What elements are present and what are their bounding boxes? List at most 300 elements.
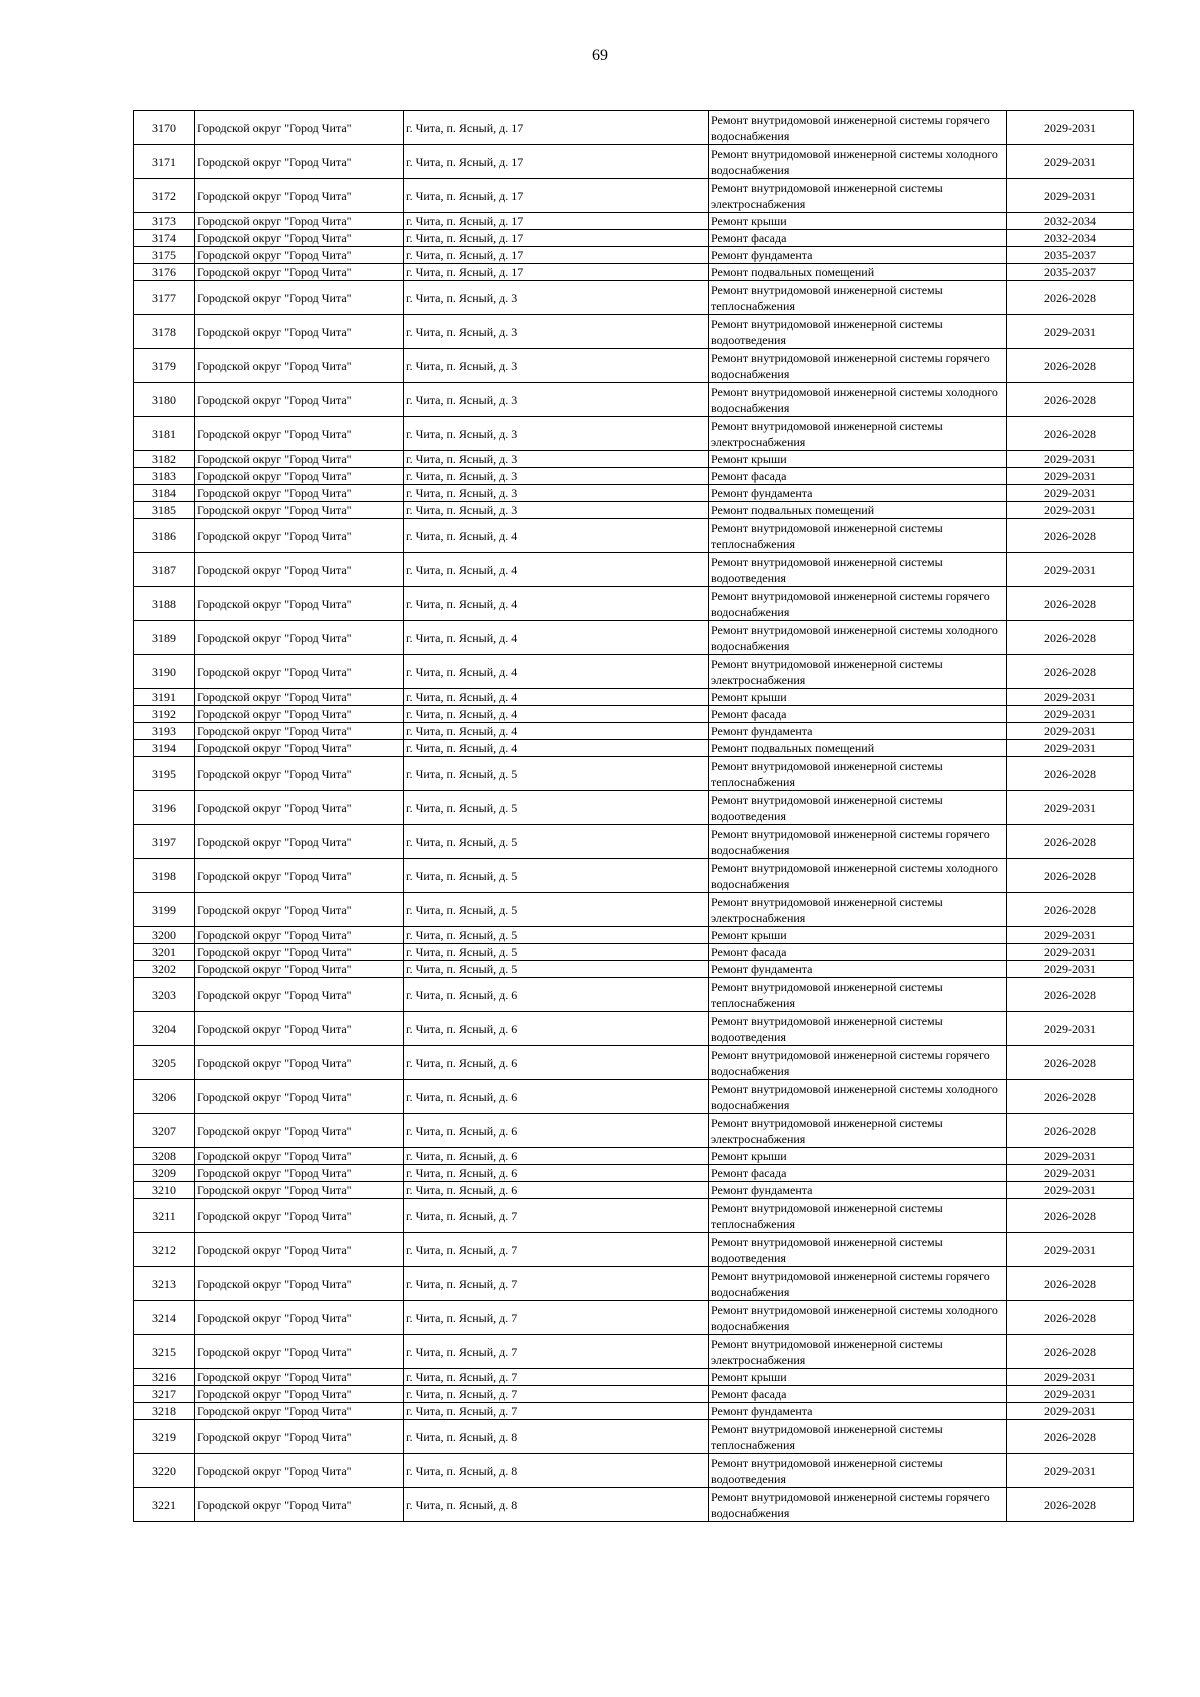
work-type-cell: Ремонт крыши [709, 451, 1007, 468]
address-cell: г. Чита, п. Ясный, д. 5 [404, 927, 709, 944]
municipality-cell: Городской округ "Город Чита" [195, 247, 404, 264]
table-row [134, 961, 1134, 978]
work-type-cell: Ремонт внутридомовой инженерной системы холодного водоснабжения [709, 1301, 1007, 1335]
period-cell: 2029-2031 [1007, 1403, 1134, 1420]
period-cell: 2029-2031 [1007, 1182, 1134, 1199]
work-type-cell: Ремонт крыши [709, 213, 1007, 230]
period-cell: 2029-2031 [1007, 315, 1134, 349]
row-number-cell: 3184 [134, 485, 195, 502]
period-cell: 2026-2028 [1007, 1488, 1134, 1522]
table-row [134, 349, 1134, 383]
period-cell: 2029-2031 [1007, 791, 1134, 825]
table-row [134, 706, 1134, 723]
work-type-cell: Ремонт крыши [709, 689, 1007, 706]
table-row [134, 247, 1134, 264]
municipality-cell: Городской округ "Город Чита" [195, 825, 404, 859]
table-row [134, 893, 1134, 927]
municipality-cell: Городской округ "Город Чита" [195, 264, 404, 281]
work-type-cell: Ремонт внутридомовой инженерной системы электроснабжения [709, 1335, 1007, 1369]
work-type-cell: Ремонт внутридомовой инженерной системы водоотведения [709, 315, 1007, 349]
table-row [134, 1012, 1134, 1046]
address-cell: г. Чита, п. Ясный, д. 8 [404, 1420, 709, 1454]
row-number-cell: 3190 [134, 655, 195, 689]
table-row [134, 1148, 1134, 1165]
work-type-cell: Ремонт фундамента [709, 961, 1007, 978]
row-number-cell: 3198 [134, 859, 195, 893]
period-cell: 2029-2031 [1007, 1148, 1134, 1165]
period-cell: 2029-2031 [1007, 706, 1134, 723]
address-cell: г. Чита, п. Ясный, д. 17 [404, 230, 709, 247]
row-number-cell: 3211 [134, 1199, 195, 1233]
municipality-cell: Городской округ "Город Чита" [195, 145, 404, 179]
table-row [134, 1114, 1134, 1148]
work-type-cell: Ремонт фундамента [709, 1182, 1007, 1199]
work-type-cell: Ремонт внутридомовой инженерной системы холодного водоснабжения [709, 621, 1007, 655]
period-cell: 2026-2028 [1007, 825, 1134, 859]
address-cell: г. Чита, п. Ясный, д. 7 [404, 1199, 709, 1233]
table-row [134, 927, 1134, 944]
work-type-cell: Ремонт подвальных помещений [709, 264, 1007, 281]
address-cell: г. Чита, п. Ясный, д. 7 [404, 1386, 709, 1403]
row-number-cell: 3196 [134, 791, 195, 825]
period-cell: 2026-2028 [1007, 1335, 1134, 1369]
table-row [134, 1233, 1134, 1267]
address-cell: г. Чита, п. Ясный, д. 6 [404, 1012, 709, 1046]
row-number-cell: 3188 [134, 587, 195, 621]
address-cell: г. Чита, п. Ясный, д. 17 [404, 179, 709, 213]
table-row [134, 1267, 1134, 1301]
period-cell: 2029-2031 [1007, 1012, 1134, 1046]
row-number-cell: 3178 [134, 315, 195, 349]
address-cell: г. Чита, п. Ясный, д. 5 [404, 825, 709, 859]
table-row [134, 468, 1134, 485]
period-cell: 2026-2028 [1007, 621, 1134, 655]
row-number-cell: 3177 [134, 281, 195, 315]
address-cell: г. Чита, п. Ясный, д. 8 [404, 1488, 709, 1522]
municipality-cell: Городской округ "Город Чита" [195, 689, 404, 706]
table-row [134, 1386, 1134, 1403]
row-number-cell: 3217 [134, 1386, 195, 1403]
table-row [134, 740, 1134, 757]
municipality-cell: Городской округ "Город Чита" [195, 791, 404, 825]
municipality-cell: Городской округ "Город Чита" [195, 740, 404, 757]
period-cell: 2026-2028 [1007, 1080, 1134, 1114]
municipality-cell: Городской округ "Город Чита" [195, 1403, 404, 1420]
work-type-cell: Ремонт фасада [709, 468, 1007, 485]
address-cell: г. Чита, п. Ясный, д. 17 [404, 213, 709, 230]
municipality-cell: Городской округ "Город Чита" [195, 587, 404, 621]
municipality-cell: Городской округ "Город Чита" [195, 468, 404, 485]
address-cell: г. Чита, п. Ясный, д. 3 [404, 349, 709, 383]
municipality-cell: Городской округ "Город Чита" [195, 417, 404, 451]
row-number-cell: 3175 [134, 247, 195, 264]
address-cell: г. Чита, п. Ясный, д. 3 [404, 468, 709, 485]
municipality-cell: Городской округ "Город Чита" [195, 553, 404, 587]
work-type-cell: Ремонт фасада [709, 706, 1007, 723]
row-number-cell: 3201 [134, 944, 195, 961]
address-cell: г. Чита, п. Ясный, д. 17 [404, 111, 709, 145]
table-row [134, 264, 1134, 281]
work-type-cell: Ремонт внутридомовой инженерной системы теплоснабжения [709, 757, 1007, 791]
table-row [134, 213, 1134, 230]
table-row [134, 502, 1134, 519]
period-cell: 2029-2031 [1007, 468, 1134, 485]
address-cell: г. Чита, п. Ясный, д. 3 [404, 502, 709, 519]
period-cell: 2032-2034 [1007, 213, 1134, 230]
table-row [134, 1046, 1134, 1080]
period-cell: 2026-2028 [1007, 1199, 1134, 1233]
row-number-cell: 3214 [134, 1301, 195, 1335]
municipality-cell: Городской округ "Город Чита" [195, 1386, 404, 1403]
table-row [134, 655, 1134, 689]
row-number-cell: 3186 [134, 519, 195, 553]
municipality-cell: Городской округ "Город Чита" [195, 893, 404, 927]
work-type-cell: Ремонт фасада [709, 230, 1007, 247]
row-number-cell: 3212 [134, 1233, 195, 1267]
work-type-cell: Ремонт подвальных помещений [709, 740, 1007, 757]
address-cell: г. Чита, п. Ясный, д. 5 [404, 791, 709, 825]
period-cell: 2035-2037 [1007, 264, 1134, 281]
period-cell: 2029-2031 [1007, 179, 1134, 213]
row-number-cell: 3216 [134, 1369, 195, 1386]
period-cell: 2029-2031 [1007, 961, 1134, 978]
table-row [134, 723, 1134, 740]
work-type-cell: Ремонт подвальных помещений [709, 502, 1007, 519]
period-cell: 2029-2031 [1007, 145, 1134, 179]
work-type-cell: Ремонт внутридомовой инженерной системы холодного водоснабжения [709, 859, 1007, 893]
municipality-cell: Городской округ "Город Чита" [195, 859, 404, 893]
period-cell: 2026-2028 [1007, 978, 1134, 1012]
address-cell: г. Чита, п. Ясный, д. 6 [404, 1182, 709, 1199]
municipality-cell: Городской округ "Город Чита" [195, 1080, 404, 1114]
address-cell: г. Чита, п. Ясный, д. 4 [404, 723, 709, 740]
municipality-cell: Городской округ "Город Чита" [195, 315, 404, 349]
row-number-cell: 3176 [134, 264, 195, 281]
address-cell: г. Чита, п. Ясный, д. 6 [404, 1148, 709, 1165]
period-cell: 2026-2028 [1007, 519, 1134, 553]
address-cell: г. Чита, п. Ясный, д. 4 [404, 587, 709, 621]
address-cell: г. Чита, п. Ясный, д. 3 [404, 485, 709, 502]
work-type-cell: Ремонт внутридомовой инженерной системы горячего водоснабжения [709, 1046, 1007, 1080]
address-cell: г. Чита, п. Ясный, д. 7 [404, 1267, 709, 1301]
work-type-cell: Ремонт внутридомовой инженерной системы холодного водоснабжения [709, 145, 1007, 179]
address-cell: г. Чита, п. Ясный, д. 5 [404, 961, 709, 978]
table-row [134, 1199, 1134, 1233]
row-number-cell: 3197 [134, 825, 195, 859]
table-row [134, 1488, 1134, 1522]
period-cell: 2029-2031 [1007, 944, 1134, 961]
row-number-cell: 3208 [134, 1148, 195, 1165]
address-cell: г. Чита, п. Ясный, д. 3 [404, 451, 709, 468]
work-type-cell: Ремонт фундамента [709, 247, 1007, 264]
municipality-cell: Городской округ "Город Чита" [195, 179, 404, 213]
period-cell: 2029-2031 [1007, 927, 1134, 944]
work-type-cell: Ремонт внутридомовой инженерной системы электроснабжения [709, 417, 1007, 451]
municipality-cell: Городской округ "Город Чита" [195, 485, 404, 502]
work-type-cell: Ремонт внутридомовой инженерной системы горячего водоснабжения [709, 349, 1007, 383]
work-type-cell: Ремонт внутридомовой инженерной системы теплоснабжения [709, 1199, 1007, 1233]
period-cell: 2026-2028 [1007, 349, 1134, 383]
address-cell: г. Чита, п. Ясный, д. 6 [404, 1165, 709, 1182]
period-cell: 2029-2031 [1007, 689, 1134, 706]
row-number-cell: 3200 [134, 927, 195, 944]
address-cell: г. Чита, п. Ясный, д. 4 [404, 740, 709, 757]
period-cell: 2029-2031 [1007, 485, 1134, 502]
table-row [134, 485, 1134, 502]
period-cell: 2026-2028 [1007, 281, 1134, 315]
row-number-cell: 3192 [134, 706, 195, 723]
municipality-cell: Городской округ "Город Чита" [195, 230, 404, 247]
row-number-cell: 3220 [134, 1454, 195, 1488]
municipality-cell: Городской округ "Город Чита" [195, 281, 404, 315]
period-cell: 2026-2028 [1007, 893, 1134, 927]
work-type-cell: Ремонт крыши [709, 1369, 1007, 1386]
table-row [134, 281, 1134, 315]
row-number-cell: 3171 [134, 145, 195, 179]
row-number-cell: 3170 [134, 111, 195, 145]
row-number-cell: 3204 [134, 1012, 195, 1046]
period-cell: 2029-2031 [1007, 1165, 1134, 1182]
table-row [134, 978, 1134, 1012]
municipality-cell: Городской округ "Город Чита" [195, 757, 404, 791]
address-cell: г. Чита, п. Ясный, д. 17 [404, 247, 709, 264]
work-type-cell: Ремонт внутридомовой инженерной системы горячего водоснабжения [709, 1488, 1007, 1522]
work-type-cell: Ремонт фундамента [709, 485, 1007, 502]
row-number-cell: 3195 [134, 757, 195, 791]
period-cell: 2026-2028 [1007, 1267, 1134, 1301]
work-type-cell: Ремонт фасада [709, 944, 1007, 961]
row-number-cell: 3219 [134, 1420, 195, 1454]
work-type-cell: Ремонт крыши [709, 927, 1007, 944]
table-row [134, 1165, 1134, 1182]
table-body [134, 111, 1134, 1522]
period-cell: 2029-2031 [1007, 502, 1134, 519]
work-type-cell: Ремонт внутридомовой инженерной системы холодного водоснабжения [709, 383, 1007, 417]
address-cell: г. Чита, п. Ясный, д. 7 [404, 1403, 709, 1420]
table-row [134, 1335, 1134, 1369]
row-number-cell: 3215 [134, 1335, 195, 1369]
municipality-cell: Городской округ "Город Чита" [195, 961, 404, 978]
table-row [134, 230, 1134, 247]
work-type-cell: Ремонт внутридомовой инженерной системы горячего водоснабжения [709, 111, 1007, 145]
row-number-cell: 3189 [134, 621, 195, 655]
address-cell: г. Чита, п. Ясный, д. 5 [404, 757, 709, 791]
row-number-cell: 3213 [134, 1267, 195, 1301]
address-cell: г. Чита, п. Ясный, д. 4 [404, 706, 709, 723]
period-cell: 2029-2031 [1007, 740, 1134, 757]
period-cell: 2035-2037 [1007, 247, 1134, 264]
municipality-cell: Городской округ "Город Чита" [195, 111, 404, 145]
table-row [134, 111, 1134, 145]
address-cell: г. Чита, п. Ясный, д. 3 [404, 315, 709, 349]
table-row [134, 145, 1134, 179]
address-cell: г. Чита, п. Ясный, д. 4 [404, 655, 709, 689]
municipality-cell: Городской округ "Город Чита" [195, 927, 404, 944]
table-row [134, 689, 1134, 706]
address-cell: г. Чита, п. Ясный, д. 7 [404, 1369, 709, 1386]
work-type-cell: Ремонт внутридомовой инженерной системы водоотведения [709, 1233, 1007, 1267]
row-number-cell: 3191 [134, 689, 195, 706]
row-number-cell: 3194 [134, 740, 195, 757]
row-number-cell: 3206 [134, 1080, 195, 1114]
period-cell: 2026-2028 [1007, 655, 1134, 689]
table-row [134, 825, 1134, 859]
table-row [134, 859, 1134, 893]
work-type-cell: Ремонт внутридомовой инженерной системы электроснабжения [709, 655, 1007, 689]
row-number-cell: 3202 [134, 961, 195, 978]
work-type-cell: Ремонт внутридомовой инженерной системы горячего водоснабжения [709, 587, 1007, 621]
work-type-cell: Ремонт внутридомовой инженерной системы электроснабжения [709, 179, 1007, 213]
municipality-cell: Городской округ "Город Чита" [195, 1233, 404, 1267]
municipality-cell: Городской округ "Город Чита" [195, 1267, 404, 1301]
table-row [134, 757, 1134, 791]
row-number-cell: 3187 [134, 553, 195, 587]
address-cell: г. Чита, п. Ясный, д. 6 [404, 1114, 709, 1148]
row-number-cell: 3210 [134, 1182, 195, 1199]
period-cell: 2029-2031 [1007, 723, 1134, 740]
row-number-cell: 3203 [134, 978, 195, 1012]
work-type-cell: Ремонт внутридомовой инженерной системы водоотведения [709, 553, 1007, 587]
municipality-cell: Городской округ "Город Чита" [195, 213, 404, 230]
municipality-cell: Городской округ "Город Чита" [195, 723, 404, 740]
address-cell: г. Чита, п. Ясный, д. 5 [404, 859, 709, 893]
row-number-cell: 3221 [134, 1488, 195, 1522]
row-number-cell: 3185 [134, 502, 195, 519]
address-cell: г. Чита, п. Ясный, д. 3 [404, 417, 709, 451]
table-row [134, 1454, 1134, 1488]
municipality-cell: Городской округ "Город Чита" [195, 1012, 404, 1046]
work-type-cell: Ремонт внутридомовой инженерной системы теплоснабжения [709, 1420, 1007, 1454]
row-number-cell: 3209 [134, 1165, 195, 1182]
row-number-cell: 3207 [134, 1114, 195, 1148]
work-type-cell: Ремонт внутридомовой инженерной системы водоотведения [709, 791, 1007, 825]
address-cell: г. Чита, п. Ясный, д. 17 [404, 264, 709, 281]
municipality-cell: Городской округ "Город Чита" [195, 519, 404, 553]
municipality-cell: Городской округ "Город Чита" [195, 502, 404, 519]
municipality-cell: Городской округ "Город Чита" [195, 1165, 404, 1182]
address-cell: г. Чита, п. Ясный, д. 6 [404, 1046, 709, 1080]
work-type-cell: Ремонт внутридомовой инженерной системы водоотведения [709, 1454, 1007, 1488]
work-type-cell: Ремонт внутридомовой инженерной системы горячего водоснабжения [709, 825, 1007, 859]
municipality-cell: Городской округ "Город Чита" [195, 1335, 404, 1369]
work-type-cell: Ремонт фасада [709, 1165, 1007, 1182]
municipality-cell: Городской округ "Город Чита" [195, 349, 404, 383]
municipality-cell: Городской округ "Город Чита" [195, 1454, 404, 1488]
table-row [134, 1420, 1134, 1454]
municipality-cell: Городской округ "Город Чита" [195, 1199, 404, 1233]
period-cell: 2026-2028 [1007, 587, 1134, 621]
period-cell: 2026-2028 [1007, 383, 1134, 417]
municipality-cell: Городской округ "Город Чита" [195, 451, 404, 468]
address-cell: г. Чита, п. Ясный, д. 6 [404, 1080, 709, 1114]
row-number-cell: 3218 [134, 1403, 195, 1420]
address-cell: г. Чита, п. Ясный, д. 17 [404, 145, 709, 179]
row-number-cell: 3179 [134, 349, 195, 383]
address-cell: г. Чита, п. Ясный, д. 7 [404, 1233, 709, 1267]
work-type-cell: Ремонт внутридомовой инженерной системы холодного водоснабжения [709, 1080, 1007, 1114]
period-cell: 2029-2031 [1007, 1454, 1134, 1488]
table-row [134, 553, 1134, 587]
period-cell: 2026-2028 [1007, 1301, 1134, 1335]
table-row [134, 944, 1134, 961]
municipality-cell: Городской округ "Город Чита" [195, 978, 404, 1012]
address-cell: г. Чита, п. Ясный, д. 4 [404, 689, 709, 706]
municipality-cell: Городской округ "Город Чита" [195, 1046, 404, 1080]
period-cell: 2026-2028 [1007, 1420, 1134, 1454]
address-cell: г. Чита, п. Ясный, д. 4 [404, 621, 709, 655]
period-cell: 2029-2031 [1007, 451, 1134, 468]
table-row [134, 1369, 1134, 1386]
table-row [134, 451, 1134, 468]
address-cell: г. Чита, п. Ясный, д. 7 [404, 1301, 709, 1335]
work-type-cell: Ремонт внутридомовой инженерной системы электроснабжения [709, 893, 1007, 927]
address-cell: г. Чита, п. Ясный, д. 3 [404, 281, 709, 315]
row-number-cell: 3199 [134, 893, 195, 927]
row-number-cell: 3173 [134, 213, 195, 230]
period-cell: 2026-2028 [1007, 1114, 1134, 1148]
period-cell: 2029-2031 [1007, 111, 1134, 145]
table-row [134, 1182, 1134, 1199]
table-row [134, 383, 1134, 417]
table-row [134, 417, 1134, 451]
municipality-cell: Городской округ "Город Чита" [195, 1148, 404, 1165]
row-number-cell: 3205 [134, 1046, 195, 1080]
period-cell: 2029-2031 [1007, 1233, 1134, 1267]
work-type-cell: Ремонт крыши [709, 1148, 1007, 1165]
municipality-cell: Городской округ "Город Чита" [195, 383, 404, 417]
work-type-cell: Ремонт внутридомовой инженерной системы электроснабжения [709, 1114, 1007, 1148]
municipality-cell: Городской округ "Город Чита" [195, 944, 404, 961]
address-cell: г. Чита, п. Ясный, д. 7 [404, 1335, 709, 1369]
municipality-cell: Городской округ "Город Чита" [195, 1182, 404, 1199]
municipality-cell: Городской округ "Город Чита" [195, 655, 404, 689]
address-cell: г. Чита, п. Ясный, д. 8 [404, 1454, 709, 1488]
page-number: 69 [592, 47, 608, 64]
work-type-cell: Ремонт внутридомовой инженерной системы теплоснабжения [709, 978, 1007, 1012]
work-type-cell: Ремонт фундамента [709, 1403, 1007, 1420]
period-cell: 2029-2031 [1007, 553, 1134, 587]
table-row [134, 791, 1134, 825]
municipality-cell: Городской округ "Город Чита" [195, 1301, 404, 1335]
municipality-cell: Городской округ "Город Чита" [195, 1420, 404, 1454]
work-type-cell: Ремонт внутридомовой инженерной системы теплоснабжения [709, 519, 1007, 553]
table-row [134, 315, 1134, 349]
address-cell: г. Чита, п. Ясный, д. 5 [404, 893, 709, 927]
table-row [134, 1080, 1134, 1114]
row-number-cell: 3182 [134, 451, 195, 468]
work-type-cell: Ремонт фундамента [709, 723, 1007, 740]
table-row [134, 179, 1134, 213]
address-cell: г. Чита, п. Ясный, д. 5 [404, 944, 709, 961]
row-number-cell: 3181 [134, 417, 195, 451]
address-cell: г. Чита, п. Ясный, д. 4 [404, 553, 709, 587]
address-cell: г. Чита, п. Ясный, д. 6 [404, 978, 709, 1012]
period-cell: 2029-2031 [1007, 1386, 1134, 1403]
work-type-cell: Ремонт внутридомовой инженерной системы горячего водоснабжения [709, 1267, 1007, 1301]
address-cell: г. Чита, п. Ясный, д. 4 [404, 519, 709, 553]
period-cell: 2029-2031 [1007, 1369, 1134, 1386]
period-cell: 2026-2028 [1007, 859, 1134, 893]
row-number-cell: 3183 [134, 468, 195, 485]
table-row [134, 1403, 1134, 1420]
table-row [134, 587, 1134, 621]
municipality-cell: Городской округ "Город Чита" [195, 1369, 404, 1386]
period-cell: 2026-2028 [1007, 1046, 1134, 1080]
municipality-cell: Городской округ "Город Чита" [195, 621, 404, 655]
repair-schedule-table [133, 110, 1134, 1522]
period-cell: 2026-2028 [1007, 757, 1134, 791]
row-number-cell: 3174 [134, 230, 195, 247]
